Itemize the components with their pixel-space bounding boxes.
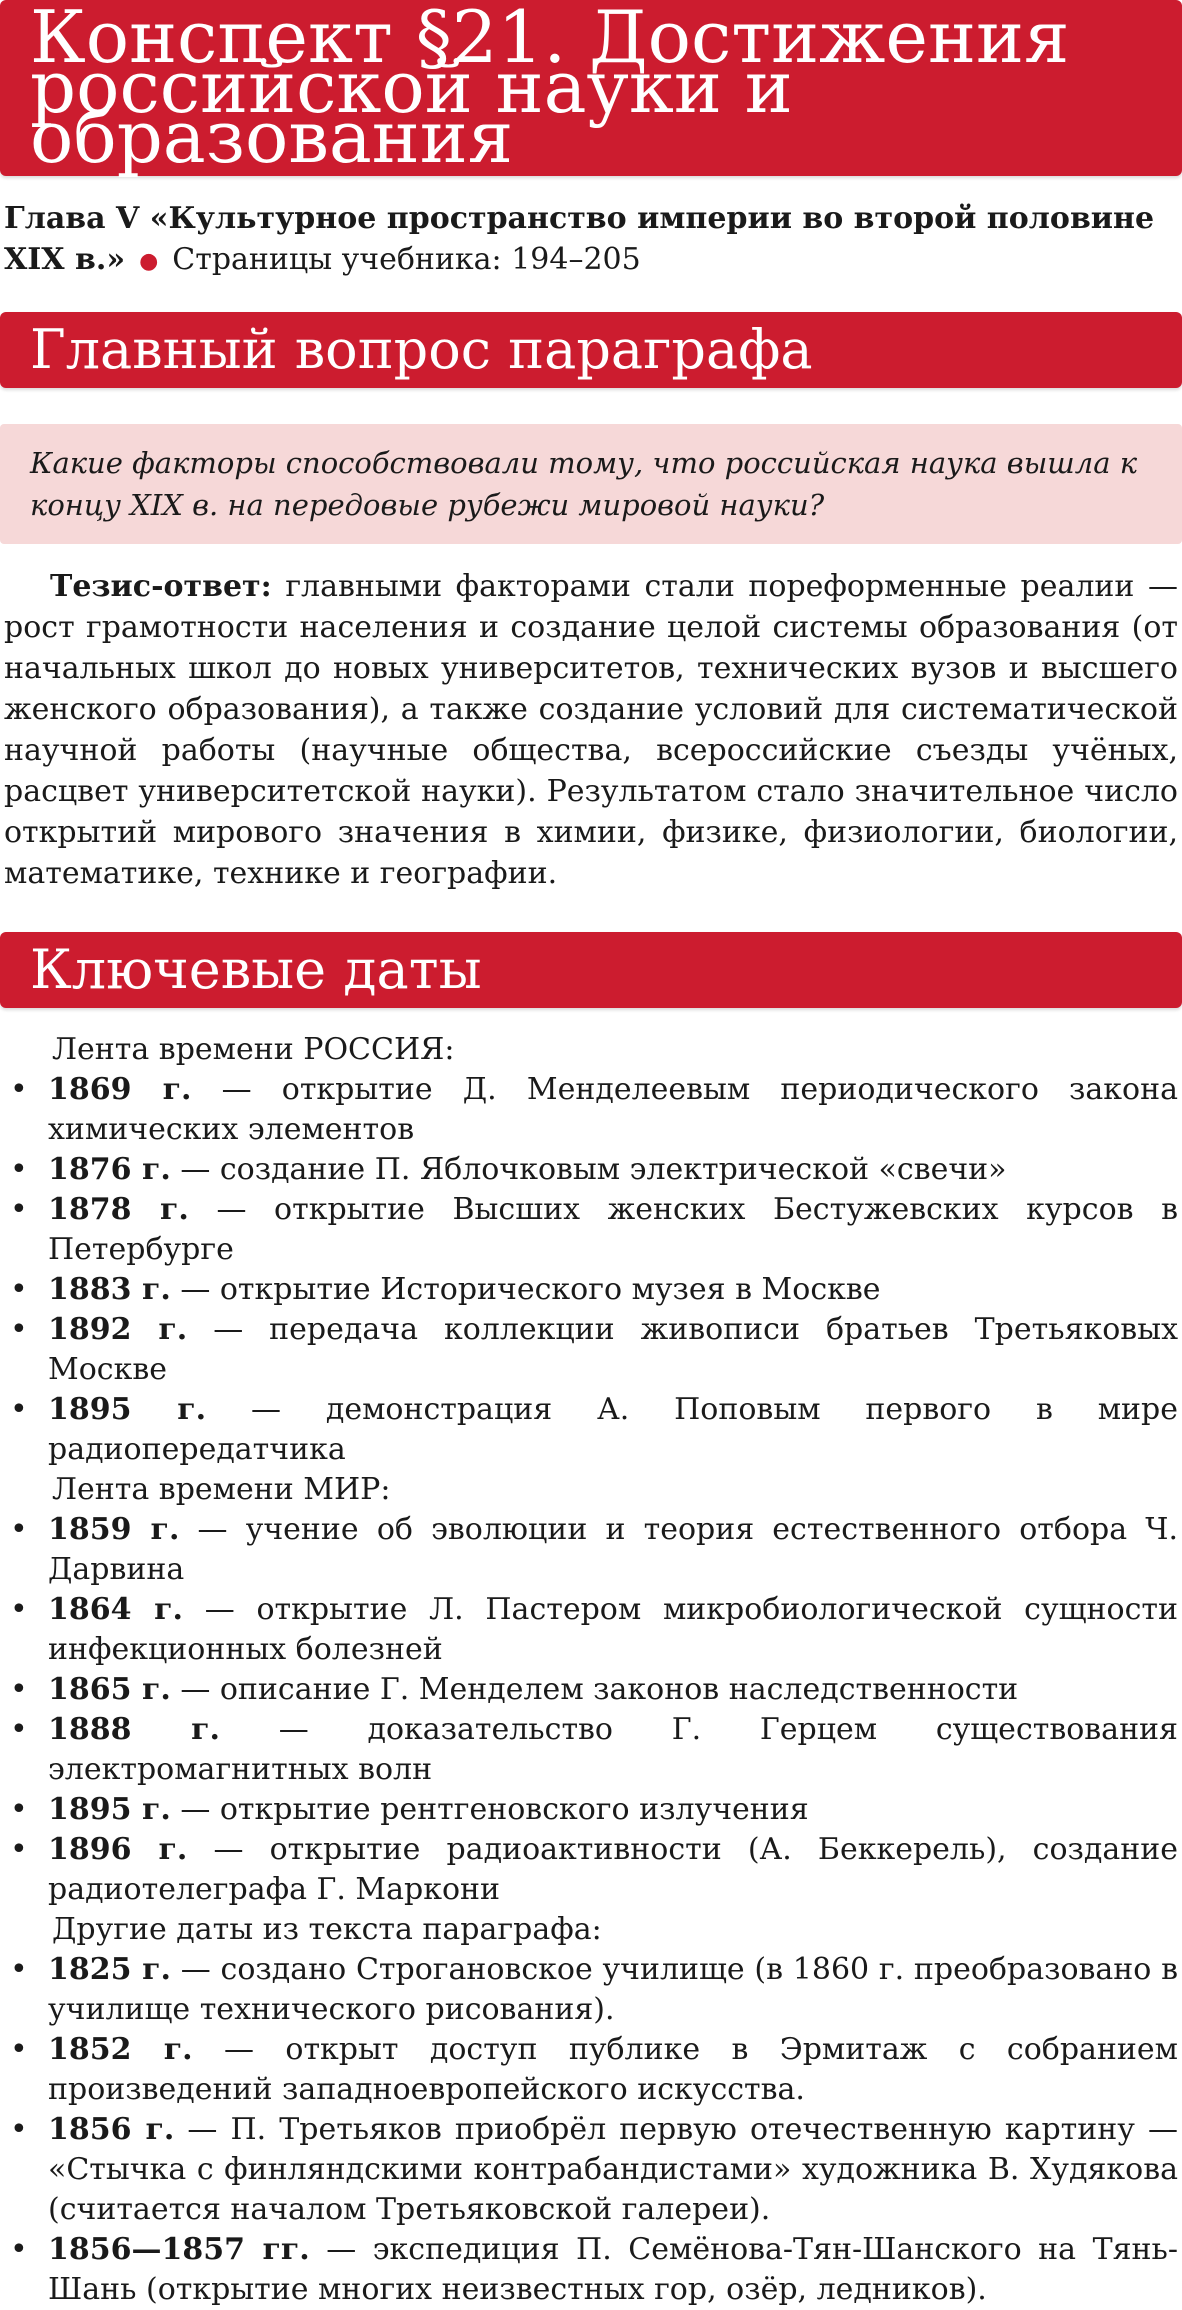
main-question-text: Какие факторы способствовали тому, что российская наука вышла к концу XIX в. на передовые рубежи мировой науки?: [30, 445, 1138, 522]
chapter-label: Глава V «Культурное пространство империи во второй половине XIX в.»: [4, 201, 1155, 277]
list-item: [4, 1710, 1178, 1790]
date-label: 1888 г.: [48, 1711, 220, 1747]
key-dates-heading: Ключевые даты: [30, 937, 482, 1001]
date-text: — создание П. Яблочковым электрической «свечи»: [170, 1151, 1007, 1187]
date-text: — открытие Исторического музея в Москве: [170, 1271, 881, 1307]
bullet-icon: •: [10, 1591, 28, 1627]
key-dates-list: [0, 1008, 1182, 2310]
thesis-label: Тезис-ответ:: [50, 568, 272, 604]
bullet-icon: •: [10, 1711, 28, 1747]
timeline-world: [4, 1510, 1178, 1910]
list-item: [4, 1070, 1178, 1150]
main-question-heading: Главный вопрос параграфа: [30, 317, 813, 381]
main-question-banner: [0, 312, 1182, 388]
date-text: — демонстрация А. Поповым первого в мире радиопередатчика: [48, 1391, 1178, 1467]
date-text: — открытие Д. Менделеевым периодического закона химических элементов: [48, 1071, 1178, 1147]
date-label: 1895 г.: [48, 1391, 207, 1427]
date-text: — открытие Высших женских Бестужевских курсов в Петербурге: [48, 1191, 1179, 1267]
timeline-group-title: Лента времени РОССИЯ:: [52, 1031, 455, 1067]
timeline-group-title: Лента времени МИР:: [52, 1471, 391, 1507]
bullet-icon: •: [10, 1151, 28, 1187]
list-item: [4, 1150, 1178, 1190]
list-item: [4, 1950, 1178, 2030]
timeline-russia: [4, 1070, 1178, 1470]
bullet-icon: •: [10, 2111, 28, 2147]
date-label: 1883 г.: [48, 1271, 171, 1307]
date-text: — открыт доступ публике в Эрмитаж с собранием произведений западноевропейского искусства.: [48, 2031, 1178, 2107]
date-text: — экспедиция П. Семёнова-Тян-Шанского на Тянь-Шань (открытие многих неизвестных гор, озёр, ледников).: [48, 2231, 1178, 2307]
date-text: — создано Строгановское училище (в 1860 г. преобразовано в училище технического рисования).: [48, 1951, 1178, 2027]
date-label: 1864 г.: [48, 1591, 183, 1627]
bullet-icon: •: [10, 1311, 28, 1347]
bullet-icon: •: [10, 1791, 28, 1827]
key-dates-banner: [0, 932, 1182, 1008]
date-label: 1825 г.: [48, 1951, 172, 1987]
date-text: — П. Третьяков приобрёл первую отечественную картину — «Стычка с финляндскими контрабандистами» художника В. Худякова (считается началом Третьяковской галереи).: [48, 2111, 1178, 2227]
list-item: [4, 1390, 1178, 1470]
date-text: — доказательство Г. Герцем существования электромагнитных волн: [48, 1711, 1178, 1787]
list-item: [4, 2030, 1178, 2110]
thesis-block: [0, 544, 1182, 894]
date-label: 1878 г.: [48, 1191, 189, 1227]
bullet-icon: •: [10, 1391, 28, 1427]
date-text: — описание Г. Менделем законов наследственности: [170, 1671, 1019, 1707]
list-item: [4, 1510, 1178, 1590]
textbook-pages: Страницы учебника: 194–205: [172, 242, 641, 277]
bullet-icon: •: [10, 1271, 28, 1307]
date-label: 1896 г.: [48, 1831, 188, 1867]
list-item: [4, 2230, 1178, 2310]
date-label: 1876 г.: [48, 1151, 171, 1187]
date-label: 1895 г.: [48, 1791, 171, 1827]
chapter-info: [0, 176, 1182, 282]
date-label: 1852 г.: [48, 2031, 193, 2067]
date-text: — открытие рентгеновского излучения: [170, 1791, 809, 1827]
bullet-icon: •: [10, 1831, 28, 1867]
list-item: [4, 1790, 1178, 1830]
list-item: [4, 1830, 1178, 1910]
bullet-icon: •: [10, 1671, 28, 1707]
bullet-icon: •: [10, 1191, 28, 1227]
date-text: — передача коллекции живописи братьев Третьяковых Москве: [48, 1311, 1178, 1387]
bullet-icon: •: [10, 2231, 28, 2267]
list-item: [4, 1270, 1178, 1310]
date-label: 1869 г.: [48, 1071, 192, 1107]
date-label: 1865 г.: [48, 1671, 171, 1707]
list-item: [4, 1190, 1178, 1270]
thesis-text: главными факторами стали пореформенные реалии — рост грамотности населения и создание целой системы образования (от начальных школ до новых университетов, технических вузов и высшего женского образования), а также создание условий для систематической научной работы (научные общества, всероссийские съезды учёных, расцвет университетской науки). Результатом стало значительное число открытий мирового значения в химии, физике, физиологии, биологии, математике, технике и географии.: [4, 568, 1178, 891]
date-text: — учение об эволюции и теория естественного отбора Ч. Дарвина: [48, 1511, 1178, 1587]
bullet-icon: •: [10, 1071, 28, 1107]
date-text: — открытие Л. Пастером микробиологической сущности инфекционных болезней: [48, 1591, 1178, 1667]
date-label: 1892 г.: [48, 1311, 188, 1347]
date-label: 1856 г.: [48, 2111, 175, 2147]
title-banner: [0, 0, 1182, 179]
bullet-icon: •: [10, 2031, 28, 2067]
bullet-icon: •: [10, 1951, 28, 1987]
main-question-box: [0, 424, 1182, 544]
date-text: — открытие радиоактивности (А. Беккерель), создание радиотелеграфа Г. Маркони: [48, 1831, 1178, 1907]
timeline-group-title: Другие даты из текста параграфа:: [52, 1911, 602, 1947]
list-item: [4, 1590, 1178, 1670]
list-item: [4, 1310, 1178, 1390]
list-item: [4, 1670, 1178, 1710]
bullet-dot-icon: ●: [139, 248, 159, 274]
list-item: [4, 2110, 1178, 2230]
timeline-other: [4, 1950, 1178, 2310]
page-title: Конспект §21. Достижения российской науки и образования: [30, 0, 1070, 179]
bullet-icon: •: [10, 1511, 28, 1547]
date-label: 1859 г.: [48, 1511, 180, 1547]
date-label: 1856—1857 гг.: [48, 2231, 310, 2267]
